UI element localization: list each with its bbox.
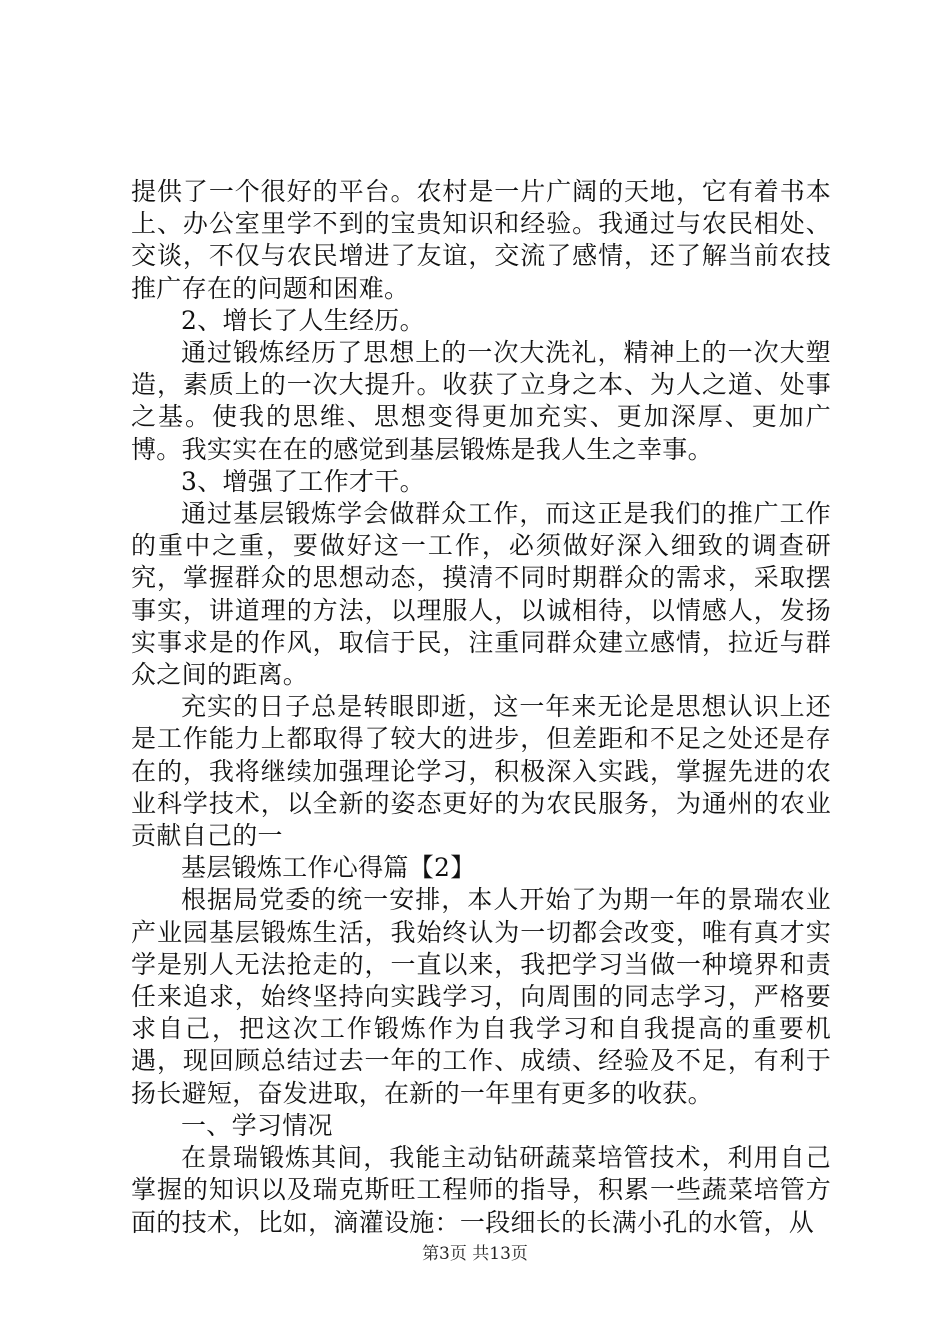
- heading-life-experience: 2、增长了人生经历。: [181, 305, 425, 335]
- page-number-footer: 第3页 共13页: [422, 1244, 528, 1264]
- heading-work-ability: 3、增强了工作才干。: [181, 466, 425, 496]
- section-title-part-2: 基层锻炼工作心得篇【2】: [181, 853, 476, 883]
- paragraph-mass-work: 通过基层锻炼学会做群众工作，而这正是我们的推广工作的重中之重，要做好这一工作，必须做好深入细致的调查研究，掌握群众的思想动态，摸清不同时期群众的需求，采取摆事实，讲道理的方法，以理服人，以诚相待，以情感人，发扬实事求是的作风，取信于民，注重同群众建立感情，拉近与群众之间的距离。: [131, 499, 831, 690]
- paragraph-summary: 充实的日子总是转眼即逝，这一年来无论是思想认识上还是工作能力上都取得了较大的进步，但差距和不足之处还是存在的，我将继续加强理论学习，积极深入实践，掌握先进的农业科学技术，以全新的姿态更好的为农民服务，为通州的农业贡献自己的一: [131, 692, 831, 851]
- paragraph-arrangement: 根据局党委的统一安排，本人开始了为期一年的景瑞农业产业园基层锻炼生活，我始终认为一切都会改变，唯有真才实学是别人无法抢走的，一直以来，我把学习当做一种境界和责任来追求，始终坚持向实践学习，向周围的同志学习，严格要求自己，把这次工作锻炼作为自我学习和自我提高的重要机遇，现回顾总结过去一年的工作、成绩、经验及不足，有利于扬长避短，奋发进取，在新的一年里有更多的收获。: [131, 885, 831, 1108]
- heading-study-situation: 一、学习情况: [181, 1110, 333, 1140]
- paragraph-vegetable-tech: 在景瑞锻炼其间，我能主动钻研蔬菜培管技术，利用自己掌握的知识以及瑞克斯旺工程师的指导，积累一些蔬菜培管方面的技术，比如，滴灌设施：一段细长的长满小孔的水管，从: [131, 1143, 831, 1237]
- paragraph-baptism: 通过锻炼经历了思想上的一次大洗礼，精神上的一次大塑造，素质上的一次大提升。收获了立身之本、为人之道、处事之基。使我的思维、思想变得更加充实、更加深厚、更加广博。我实实在在的感觉到基层锻炼是我人生之幸事。: [131, 338, 831, 464]
- paragraph-platform: 提供了一个很好的平台。农村是一片广阔的天地，它有着书本上、办公室里学不到的宝贵知识和经验。我通过与农民相处、交谈，不仅与农民增进了友谊，交流了感情，还了解当前农技推广存在的问题和困难。: [131, 177, 831, 303]
- document-body: [131, 176, 831, 1239]
